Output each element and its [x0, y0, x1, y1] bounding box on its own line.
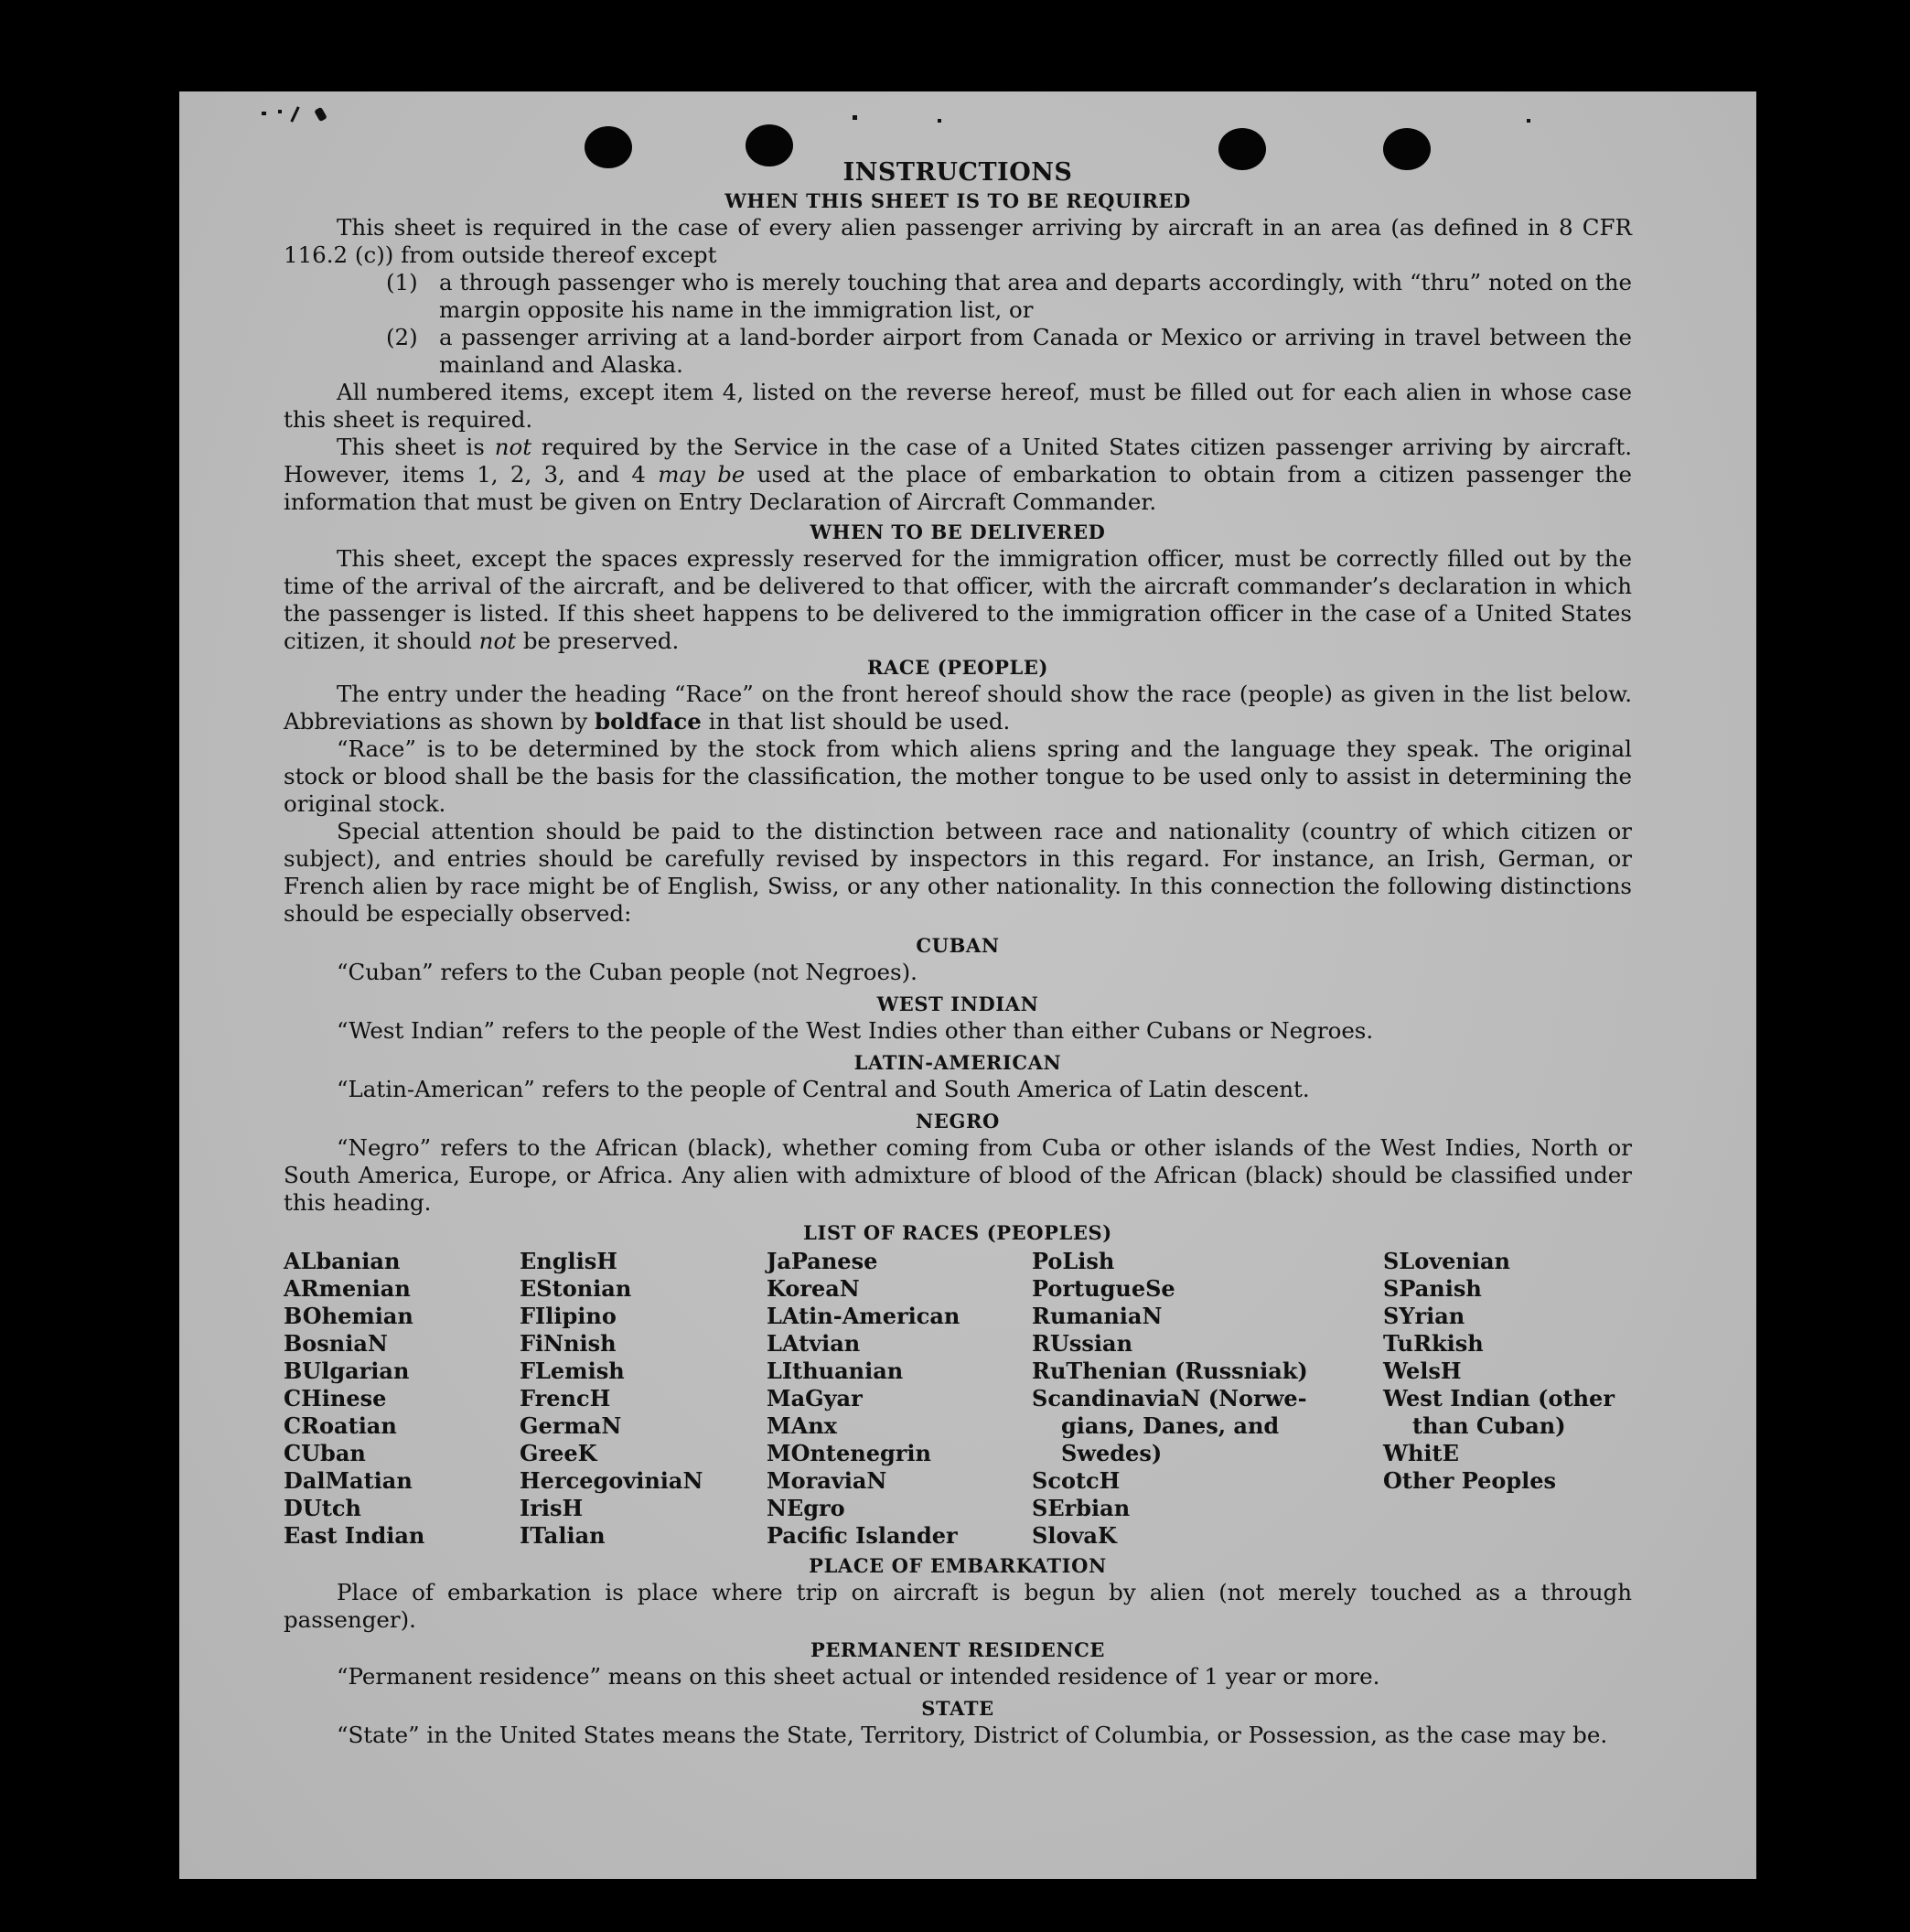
race-item: LAtvian	[767, 1330, 861, 1357]
race-item: MaGyar	[767, 1385, 863, 1411]
race-item: WhitE	[1383, 1440, 1459, 1466]
dust-speck	[278, 110, 282, 113]
race-item: CHinese	[284, 1385, 387, 1411]
heading-list-of-races: LIST OF RACES (PEOPLES)	[803, 1221, 1112, 1244]
item-number: (2)	[386, 324, 418, 350]
race-item: FIlipino	[520, 1303, 617, 1329]
race-item: East Indian	[284, 1522, 425, 1549]
exception-item-1	[386, 269, 1632, 324]
dust-speck	[1527, 119, 1530, 123]
text-run: used at the place of embarkation to obtain from a citizen passenger the information that must be given on Entry Declaration of Aircraft Commander.	[284, 461, 1632, 515]
race-item: PortugueSe	[1032, 1275, 1175, 1302]
item-text: a passenger arriving at a land-border airport from Canada or Mexico or arriving in travel between the mainland and Alaska.	[439, 324, 1632, 378]
race-item: SlovaK	[1032, 1522, 1117, 1549]
text-run: The entry under the heading “Race” on the front hereof should show the race (people) as given in the list below. Abbreviations as shown by	[284, 681, 1632, 735]
race-item: SLovenian	[1383, 1248, 1510, 1274]
race-item: gians, Danes, and	[1061, 1412, 1280, 1439]
heading-when-delivered: WHEN TO BE DELIVERED	[810, 521, 1106, 543]
heading-west-indian: WEST INDIAN	[876, 993, 1039, 1015]
dust-speck	[938, 119, 941, 123]
race-item: EnglisH	[520, 1248, 617, 1274]
paragraph-numbered-items: All numbered items, except item 4, listed on the reverse hereof, must be filled out for each alien in whose case this sheet is required.	[284, 379, 1632, 433]
dust-speck	[290, 106, 299, 123]
race-item: IrisH	[520, 1495, 584, 1521]
race-item: CRoatian	[284, 1412, 397, 1439]
race-item: BUlgarian	[284, 1358, 410, 1384]
paragraph-embarkation: Place of embarkation is place where trip on aircraft is begun by alien (not merely touched as a through passenger).	[284, 1579, 1632, 1633]
race-item: EStonian	[520, 1275, 632, 1302]
race-item: LIthuanian	[767, 1358, 904, 1384]
document-page	[179, 91, 1756, 1879]
heading-negro: NEGRO	[916, 1110, 1000, 1132]
page-title: INSTRUCTIONS	[842, 158, 1073, 187]
heading-cuban: CUBAN	[916, 934, 1000, 957]
race-item: TuRkish	[1383, 1330, 1484, 1357]
race-item: SYrian	[1383, 1303, 1465, 1329]
race-item: GermaN	[520, 1412, 622, 1439]
heading-latin-american: LATIN-AMERICAN	[853, 1051, 1062, 1074]
races-list	[284, 1248, 1632, 1550]
race-item: ITalian	[520, 1522, 606, 1549]
race-item: ARmenian	[284, 1275, 411, 1302]
races-column-5	[1383, 1248, 1632, 1550]
race-item: West Indian (other	[1383, 1385, 1615, 1411]
heading-embarkation: PLACE OF EMBARKATION	[809, 1554, 1107, 1577]
text-run: This sheet is	[337, 434, 495, 460]
races-column-2	[520, 1248, 767, 1550]
race-item: BOhemian	[284, 1303, 413, 1329]
race-item: LAtin-American	[767, 1303, 960, 1329]
race-item: FLemish	[520, 1358, 625, 1384]
race-item: SPanish	[1383, 1275, 1482, 1302]
dust-speck	[314, 107, 327, 123]
dust-speck	[262, 112, 266, 115]
race-item: JaPanese	[767, 1248, 878, 1274]
race-item: PoLish	[1032, 1248, 1115, 1274]
paragraph-west-indian: “West Indian” refers to the people of the West Indies other than either Cubans or Negroes.	[337, 1017, 1374, 1044]
paragraph-race-entry	[284, 681, 1632, 735]
race-item: GreeK	[520, 1440, 597, 1466]
race-item: Swedes)	[1061, 1440, 1163, 1466]
exception-item-2	[386, 324, 1632, 379]
paragraph-latin-american: “Latin-American” refers to the people of Central and South America of Latin descent.	[337, 1076, 1310, 1102]
race-item: MAnx	[767, 1412, 837, 1439]
race-item: DUtch	[284, 1495, 361, 1521]
race-item: BosniaN	[284, 1330, 388, 1357]
text-run: required by the Service in the case of a United States citizen passenger arriving by aircraft. However, items 1, 2, 3, and 4	[284, 434, 1633, 488]
races-column-3	[767, 1248, 1032, 1550]
emphasis-text: not	[494, 434, 532, 460]
race-item: RuThenian (Russniak)	[1032, 1358, 1308, 1384]
paragraph-citizen	[284, 434, 1632, 516]
heading-state: STATE	[921, 1697, 994, 1720]
text-run: This sheet, except the spaces expressly reserved for the immigration officer, must be correctly filled out by the time of the arrival of the aircraft, and be delivered to that officer, with the aircraft commander’s declaration in which the passenger is listed. If this sheet happens to be delivered to the immigration officer in the case of a United States citizen, it should	[284, 545, 1632, 654]
heading-race: RACE (PEOPLE)	[866, 656, 1049, 679]
race-item: ALbanian	[284, 1248, 401, 1274]
race-item: KoreaN	[767, 1275, 860, 1302]
race-item: WelsH	[1383, 1358, 1462, 1384]
race-item: Other Peoples	[1383, 1467, 1557, 1494]
paragraph-residence: “Permanent residence” means on this sheet actual or intended residence of 1 year or more.	[337, 1663, 1380, 1690]
paragraph-negro: “Negro” refers to the African (black), whether coming from Cuba or other islands of the West Indies, North or South America, Europe, or Africa. Any alien with admixture of blood of the African (black) should be classified under this heading.	[284, 1134, 1632, 1216]
race-item: Pacific Islander	[767, 1522, 958, 1549]
race-item: CUban	[284, 1440, 366, 1466]
heading-when-required: WHEN THIS SHEET IS TO BE REQUIRED	[724, 189, 1191, 212]
race-item: FrencH	[520, 1385, 611, 1411]
bold-text: boldface	[595, 708, 702, 735]
heading-residence: PERMANENT RESIDENCE	[810, 1638, 1106, 1661]
race-item: MoraviaN	[767, 1467, 887, 1494]
race-item: MOntenegrin	[767, 1440, 931, 1466]
text-run: be preserved.	[516, 628, 680, 654]
race-item: than Cuban)	[1412, 1412, 1566, 1439]
paragraph-race-nationality: Special attention should be paid to the distinction between race and nationality (country of which citizen or subject), and entries should be carefully revised by inspectors in this regard. For instance, an Irish, German, or French alien by race might be of English, Swiss, or any other nationality. In this connection the following distinctions should be especially observed:	[284, 818, 1632, 927]
races-column-4	[1032, 1248, 1383, 1550]
race-item: HercegoviniaN	[520, 1467, 703, 1494]
race-item: FiNnish	[520, 1330, 617, 1357]
paragraph-race-stock: “Race” is to be determined by the stock from which aliens spring and the language they speak. The original stock or blood shall be the basis for the classification, the mother tongue to be used only to assist in determining the original stock.	[284, 735, 1632, 817]
race-item: RUssian	[1032, 1330, 1133, 1357]
item-text: a through passenger who is merely touching that area and departs accordingly, with “thru” noted on the margin opposite his name in the immigration list, or	[439, 269, 1632, 323]
paragraph-delivered	[284, 545, 1632, 655]
race-item: SErbian	[1032, 1495, 1131, 1521]
races-column-1	[284, 1248, 520, 1550]
paragraph-cuban: “Cuban” refers to the Cuban people (not Negroes).	[337, 959, 917, 985]
paragraph-state: “State” in the United States means the State, Territory, District of Columbia, or Possession, as the case may be.	[337, 1722, 1608, 1748]
race-item: NEgro	[767, 1495, 845, 1521]
emphasis-text: not	[478, 628, 517, 654]
paragraph-required: This sheet is required in the case of every alien passenger arriving by aircraft in an area (as defined in 8 CFR 116.2 (c)) from outside thereof except	[284, 214, 1632, 268]
dust-speck	[853, 115, 857, 120]
text-run: in that list should be used.	[701, 708, 1011, 735]
race-item: ScotcH	[1032, 1467, 1121, 1494]
race-item: ScandinaviaN (Norwe-	[1032, 1385, 1307, 1411]
item-number: (1)	[386, 269, 418, 295]
race-item: RumaniaN	[1032, 1303, 1163, 1329]
race-item: DalMatian	[284, 1467, 413, 1494]
emphasis-text: may be	[658, 461, 746, 488]
